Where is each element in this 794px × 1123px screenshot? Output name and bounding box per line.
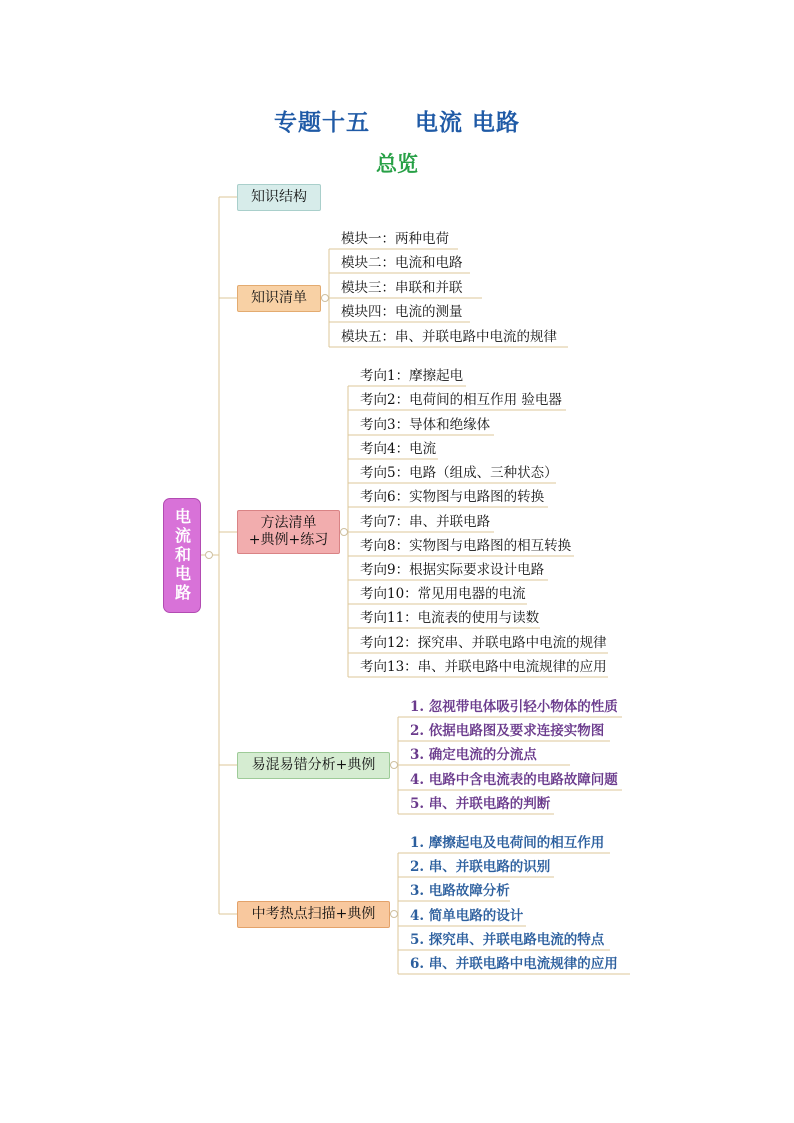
method-item: 考向12：探究串、并联电路中电流的规律	[360, 635, 607, 651]
mindmap-root-node: 电流和电路	[163, 498, 201, 613]
list-item: 模块四：电流的测量	[341, 304, 463, 320]
hotspot-item: 1. 摩擦起电及电荷间的相互作用	[410, 835, 605, 851]
method-item: 考向7：串、并联电路	[360, 514, 491, 530]
list-item: 模块三：串联和并联	[341, 280, 463, 296]
confusion-item: 1. 忽视带电体吸引轻小物体的性质	[410, 699, 618, 715]
list-item: 模块五：串、并联电路中电流的规律	[341, 329, 557, 345]
hotspot-item: 3. 电路故障分析	[410, 883, 510, 899]
branch-knowledge-structure: 知识结构	[237, 184, 321, 211]
branch-method-list: 方法清单 +典例+练习	[237, 510, 340, 554]
hotspot-item: 4. 简单电路的设计	[410, 908, 524, 924]
list-item: 模块一：两种电荷	[341, 231, 449, 247]
confusion-item: 3. 确定电流的分流点	[410, 747, 537, 763]
hotspot-item: 2. 串、并联电路的识别	[410, 859, 551, 875]
branch-confusion-analysis: 易混易错分析+典例	[237, 752, 390, 779]
method-item: 考向9：根据实际要求设计电路	[360, 562, 545, 578]
method-item: 考向5：电路（组成、三种状态）	[360, 465, 558, 481]
confusion-item: 4. 电路中含电流表的电路故障问题	[410, 772, 618, 788]
page-subtitle: 总览	[376, 152, 418, 176]
list-item: 模块二：电流和电路	[341, 255, 463, 271]
method-item: 考向4：电流	[360, 441, 437, 457]
confusion-item: 5. 串、并联电路的判断	[410, 796, 551, 812]
method-item: 考向3：导体和绝缘体	[360, 417, 491, 433]
branch-knowledge-list: 知识清单	[237, 285, 321, 312]
hotspot-item: 6. 串、并联电路中电流规律的应用	[410, 956, 618, 972]
method-item: 考向10：常见用电器的电流	[360, 586, 526, 602]
method-item: 考向2：电荷间的相互作用 验电器	[360, 392, 562, 408]
method-item: 考向8：实物图与电路图的相互转换	[360, 538, 572, 554]
method-item: 考向1：摩擦起电	[360, 368, 464, 384]
hotspot-item: 5. 探究串、并联电路电流的特点	[410, 932, 605, 948]
method-item: 考向11：电流表的使用与读数	[360, 610, 540, 626]
method-item: 考向6：实物图与电路图的转换	[360, 489, 545, 505]
method-item: 考向13：串、并联电路中电流规律的应用	[360, 659, 607, 675]
page-title: 专题十五 电流 电路	[273, 110, 521, 136]
confusion-item: 2. 依据电路图及要求连接实物图	[410, 723, 605, 739]
branch-exam-hotspots: 中考热点扫描+典例	[237, 901, 390, 928]
